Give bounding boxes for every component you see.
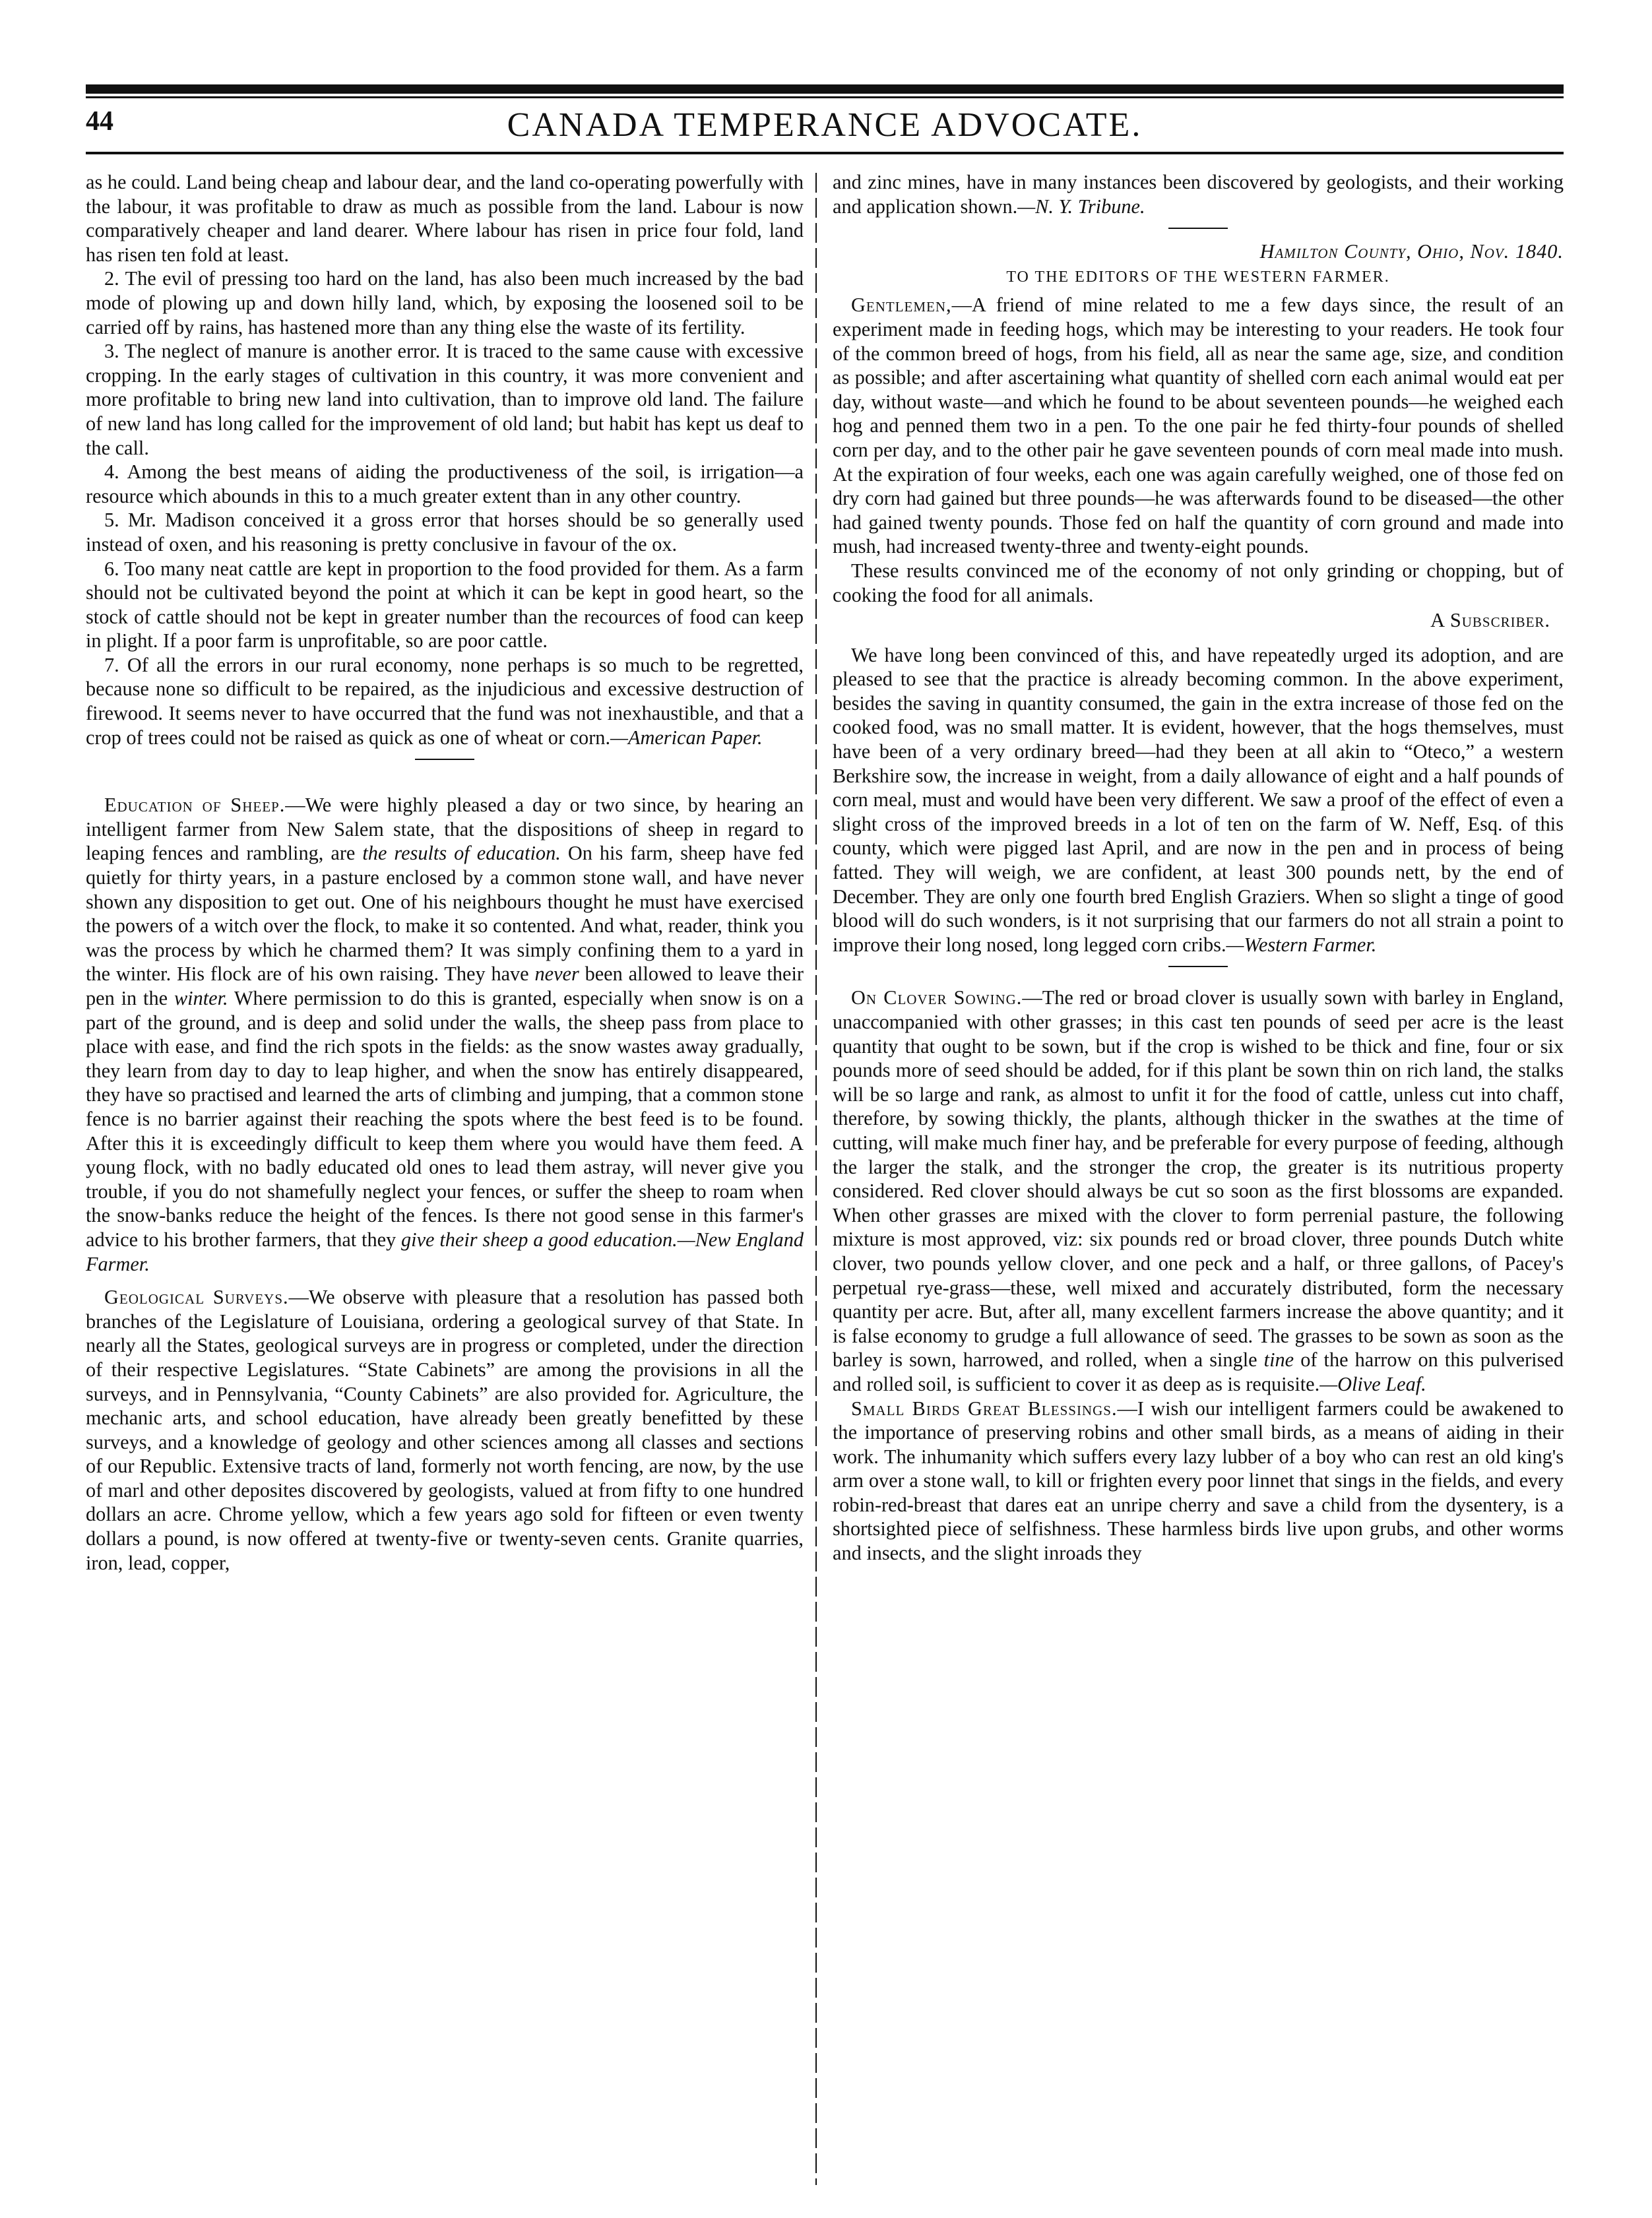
emphasis-text: winter. [174, 987, 228, 1009]
section-rule [415, 759, 474, 760]
section-rule [1168, 228, 1228, 229]
spacer [833, 978, 1564, 986]
spacer [86, 771, 804, 793]
journal-title: CANADA TEMPERANCE ADVOCATE. [507, 106, 1143, 144]
paragraph-text: —I wish our intelligent farmers could be awakened to the importance of preserving robins and other small birds, as a means of aiding in their work. The inhumanity which suffers every lazy lubber of a boy who can rest an old king's arm over a stone wall, to kill or frighten every poor linnet that sings in the fields, and every robin-red-breast that dares eat an unripe cherry and save a child from the dysentery, is a shortsighted piece of selfishness. These harmless birds live upon grubs, and other worms and insects, and the slight inroads they [833, 1397, 1564, 1565]
letter-paragraph [833, 293, 1564, 559]
source-credit: —New England Farmer. [86, 1228, 804, 1275]
editor-comment [833, 643, 1564, 957]
emphasis-text: give their sheep a good education. [401, 1228, 678, 1251]
geology-article [86, 1285, 804, 1575]
paragraph-text: —We were highly pleased a day or two since, by hearing an intelligent farmer from New Salem state, that the dispositions of sheep in regard to leaping fences and rambling, are [86, 794, 804, 865]
sheep-article [86, 793, 804, 1276]
source-credit: —Olive Leaf. [1319, 1372, 1426, 1395]
source-credit: —American Paper. [610, 726, 763, 749]
letter-address: TO THE EDITORS OF THE WESTERN FARMER. [1006, 268, 1390, 286]
paragraph-text: Where permission to do this is granted, especially when snow is on a part of the ground, and is deep and solid under the walls, the sheep pass from place to place with ease, and find the rich spots in the fields: as the snow wastes away gradually, they learn from day to day to leap higher, and when the snow has entirely disappeared, they have so practised and learned the arts of climbing and jumping, that a common stone fence is no barrier against their reaching the spots where the best feed is to be found. After this it is exceedingly difficult to keep them where you would have them feed. A young flock, with no badly educated old ones to lead them astray, will never give you trouble, if you do not shamefully neglect your fences, or suffer the sheep to roam when the snow-banks reduce the height of the fences. Is there not good sense in this farmer's advice to his brother farmers, that they [86, 987, 804, 1251]
emphasis-text: never [534, 963, 579, 986]
article-paragraph: 6. Too many neat cattle are kept in proportion to the food provided for them. As a farm should not be cultivated beyond the point at which it can be kept in good heart, so the stock of cattle should not be kept in greater number than the recources of food can keep in plight. If a poor farm is unprofitable, so are poor cattle. [86, 557, 804, 652]
article-paragraph: 2. The evil of pressing too hard on the land, has also been much increased by the bad mode of plowing up and down hilly land, which, by exposing the loosened soil to be carried off by rains, has hastened more than any thing else the waste of its fertility. [86, 267, 804, 338]
article-paragraph: 3. The neglect of manure is another error. It is traced to the same cause with excessive cropping. In the early stages of cultivation in this country, it was more convenient and more profitable to bring new land into cultivation, than to improve old land. The failure of new land has long called for the improvement of old land; but habit has kept us deaf to the call. [86, 340, 804, 459]
article-paragraph: as he could. Land being cheap and labour dear, and the land co-operating powerfully with the labour, it was profitable to draw as much as possible from the land. Labour is now comparatively cheaper and land dearer. Where labour has risen in price four fold, land has risen ten fold at least. [86, 171, 804, 266]
paragraph-text: —We observe with pleasure that a resolution has passed both branches of the Legislature of Louisiana, ordering a geological survey of that State. In nearly all the States, geological surveys are in progress or completed, under the direction of their respective Legislatures. “State Cabinets” are among the provisions in all the surveys, and in Pennsylvania, “County Cabinets” are also provided for. Agriculture, the mechanic arts, and school education, have already been greatly benefitted by these surveys, and a knowledge of geology and other sciences among all classes and sections of our Republic. Extensive tracts of land, formerly not worth fencing, are now, by the use of marl and other deposites discovered by geologists, valued at from fifty to one hundred dollars an acre. Chrome yellow, which a few years ago sold for fifteen or even twenty dollars a pound, is now offered at twenty-five or twenty-seven cents. Granite quarries, iron, lead, copper, [86, 1286, 804, 1574]
left-column [86, 170, 804, 1575]
letter-dateline: Hamilton County, Ohio, Nov. 1840. [1259, 240, 1564, 263]
source-credit: —Western Farmer. [1226, 933, 1377, 956]
paragraph-text: 7. Of all the errors in our rural economy, none perhaps is so much to be regretted, because none so difficult to be repaired, as the injudicious and excessive destruction of firewood. It seems never to have occurred that the fund was not inexhaustible, and that a crop of trees could not be raised as quick as one of wheat or corn. [86, 653, 804, 749]
article-heading: On Clover Sowing. [851, 986, 1023, 1009]
letter-salutation: Gentlemen, [851, 294, 952, 317]
article-paragraph [833, 170, 1564, 218]
emphasis-text: tine [1263, 1348, 1294, 1372]
article-heading: Geological Surveys. [104, 1286, 289, 1309]
paragraph-text: and zinc mines, have in many instances been discovered by geologists, and their working and application shown. [833, 171, 1564, 218]
spacer [86, 1276, 804, 1285]
column-divider [815, 173, 817, 2185]
letter-paragraph: These results convinced me of the economy of not only grinding or chopping, but of cooking the food for all animals. [833, 559, 1564, 606]
paragraph-text: —The red or broad clover is usually sown with barley in England, unaccompanied with other grasses; in this cast ten pounds of seed per acre is the least quantity that ought to be sown, but if the crop is wished to be thick and fine, four or six pounds more of seed should be added, for if this plant be sown thin on rich land, the stalks will be so large and rank, as almost to unfit it for the food of cattle, unless cut into chaff, therefore, by sowing thickly, the plants, although thicker in the swathes at the time of cutting, will make much finer hay, and be preferable for every purpose of feeding, although the larger the stalk, and the stronger the crop, the greater is its nutritious property considered. Red clover should always be cut so soon as the first blossoms are expanded. When other grasses are mixed with the clover to form perrenial pasture, the following mixture is most approved, viz: six pounds red or broad clover, three pounds Dutch white clover, two pounds yellow clover, and one peck and a half, or three gallons, of Pacey's perpetual rye-grass—these, well mixed and accurately distributed, form the necessary quantity per acre. But, after all, many excellent farmers increase the above quantity; and it is false economy to grudge a full allowance of seed. The grasses to be sown as soon as the barley is sown, harrowed, and rolled, when a single [833, 986, 1564, 1372]
article-paragraph: 4. Among the best means of aiding the productiveness of the soil, is irrigation—a resource which abounds in this to a much greater extent than in any other country. [86, 460, 804, 507]
source-credit: —N. Y. Tribune. [1017, 195, 1145, 218]
top-rule-thick [86, 84, 1564, 94]
article-paragraph: 5. Mr. Madison conceived it a gross error that horses should be so generally used instead of oxen, and his reasoning is pretty conclusive in favour of the ox. [86, 509, 804, 555]
section-rule [1168, 966, 1228, 967]
paragraph-text: We have long been convinced of this, and have repeatedly urged its adoption, and are pleased to see that the practice is already becoming common. In the above experiment, besides the saving in quantity consumed, the gain in the extra increase of those fed on the cooked food, was no small matter. It is evident, however, that the hogs themselves, must have been of a very ordinary breed—had they been at all akin to “Oteco,” a western Berkshire sow, the increase in weight, from a daily allowance of eight and a half pounds of corn meal, must and would have been very different. We saw a proof of the effect of even a slight cross of the improved breeds in a lot of ten on the farm of W. Neff, Esq. of this county, which were pigged last April, and are now in the pen and in process of being fatted. They will weigh, we are confident, at least 300 pounds nett, by the end of December. They are only one fourth bred English Graziers. When so slight a tinge of good blood will do such wonders, is it not surprising that our farmers do not all strain a point to improve their long nosed, long legged corn cribs. [833, 643, 1564, 956]
article-heading: Education of Sheep. [104, 794, 286, 817]
top-rule-thin [86, 96, 1564, 98]
page-header [86, 106, 1564, 148]
emphasis-text: the results of education. [362, 842, 561, 865]
article-heading: Small Birds Great Blessings. [851, 1397, 1118, 1420]
paragraph-text: —A friend of mine related to me a few days since, the result of an experiment made in feeding hogs, which may be interesting to your readers. He took four of the common breed of hogs, from his field, all as near the same age, size, and condition as possible; and after ascertaining what quantity of shelled corn each animal would eat per day, without waste—and which he found to be about seventeen pounds—he weighed each hog and penned them two in a pen. To the one pair he fed thirty-four pounds of shelled corn per day, and to the other pair he gave seventeen pounds of corn meal made into mush. At the expiration of four weeks, each one was again carefully weighed, one of those fed on dry corn had gained but three pounds—he was afterwards found to be diseased—the other had gained twenty pounds. Those fed on half the quantity of corn ground and made into mush, had increased twenty-three and twenty-eight pounds. [833, 294, 1564, 558]
clover-article [833, 986, 1564, 1396]
paragraph-text: On his farm, sheep have fed quietly for thirty years, in a pasture enclosed by a common stone wall, and have never shown any disposition to get out. One of his neighbours thought he must have exercised the powers of a witch over the flock, to make it so contented. And what, reader, think you was the process by which he charmed them? It was simply confining them to a yard in the winter. His flock are of his own raising. They have [86, 842, 804, 986]
birds-article [833, 1397, 1564, 1566]
header-rule [86, 152, 1564, 154]
page-number: 44 [86, 106, 113, 137]
letter-signature: A Subscriber. [1430, 609, 1550, 632]
paragraph-text: been allowed to leave their pen in the [86, 963, 804, 1009]
article-paragraph [86, 653, 804, 749]
right-column [833, 170, 1564, 1566]
paragraph-text: of the harrow on this pulverised and rolled soil, is sufficient to cover it as deep as is requisite. [833, 1348, 1564, 1395]
